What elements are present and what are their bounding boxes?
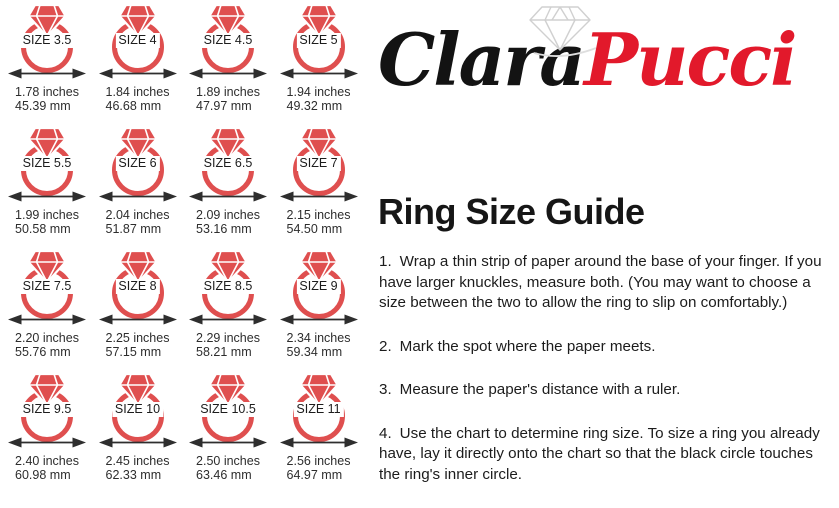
ring-measurements — [93, 86, 183, 115]
ring-size-label: SIZE 5 — [296, 33, 340, 48]
ring-size-label: SIZE 11 — [293, 402, 343, 417]
ring-inches-value: 2.29 inches — [196, 331, 260, 345]
ring-measurements — [183, 332, 273, 361]
ring-inches-value: 2.25 inches — [105, 331, 170, 345]
ring-mm-value: 60.98 mm — [15, 467, 71, 482]
brand-name-pucci: Pucci — [584, 17, 796, 102]
ring-size-label: SIZE 8.5 — [201, 279, 256, 294]
page-title: Ring Size Guide — [378, 191, 645, 232]
ring-mm-value: 58.21 mm — [196, 344, 252, 359]
ring-inches-value: 2.50 inches — [196, 454, 260, 468]
ring-measurements — [2, 209, 92, 238]
step-number: 2. — [379, 337, 392, 355]
ring-size-cell — [93, 373, 183, 491]
ring-size-cell — [93, 127, 183, 245]
ring-size-label: SIZE 8 — [115, 279, 159, 294]
ring-mm-value: 59.34 mm — [286, 344, 343, 359]
instruction-step-3 — [379, 380, 837, 401]
instruction-step-2 — [379, 337, 837, 358]
ring-mm-value: 55.76 mm — [15, 344, 71, 359]
ring-measurements — [2, 455, 92, 484]
step-text: Wrap a thin strip of paper around the base of your finger. If you have larger knuckles, measure both. (You may want to choose a size between the two to allow the ring to slip on comfortably.) — [379, 253, 822, 311]
ring-size-label: SIZE 5.5 — [20, 156, 75, 171]
step-number: 4. — [379, 424, 392, 442]
ring-size-cell — [2, 373, 92, 491]
ring-measurements — [183, 209, 273, 238]
ring-size-label: SIZE 6.5 — [201, 156, 256, 171]
ring-mm-value: 47.97 mm — [196, 98, 252, 113]
ring-size-label: SIZE 6 — [115, 156, 159, 171]
instructions-list — [379, 252, 837, 508]
ring-size-label: SIZE 3.5 — [20, 33, 75, 48]
ring-measurements — [93, 332, 183, 361]
ring-size-label: SIZE 9 — [296, 279, 340, 294]
ring-mm-value: 63.46 mm — [196, 467, 252, 482]
right-panel — [378, 0, 837, 501]
ring-size-cell — [274, 373, 364, 491]
ring-mm-value: 45.39 mm — [15, 98, 71, 113]
ring-measurements — [274, 209, 364, 238]
ring-measurements — [274, 455, 364, 484]
ring-size-cell — [274, 4, 364, 122]
ring-size-grid — [0, 0, 370, 501]
ring-measurements — [274, 332, 364, 361]
ring-measurements — [93, 209, 183, 238]
ring-measurements — [274, 86, 364, 115]
ring-size-cell — [183, 373, 273, 491]
ring-inches-value: 1.84 inches — [105, 85, 170, 99]
step-text: Mark the spot where the paper meets. — [399, 337, 656, 355]
ring-mm-value: 53.16 mm — [196, 221, 252, 236]
ring-inches-value: 1.89 inches — [196, 85, 260, 99]
ring-size-cell — [183, 250, 273, 368]
step-number: 1. — [379, 253, 392, 270]
ring-size-label: SIZE 7.5 — [20, 279, 75, 294]
brand-name-clara: Clara — [378, 17, 584, 102]
ring-inches-value: 2.09 inches — [196, 208, 260, 222]
ring-inches-value: 1.78 inches — [15, 85, 79, 99]
ring-mm-value: 51.87 mm — [105, 221, 162, 236]
step-text: Use the chart to determine ring size. To size a ring you already have, lay it directly onto the chart so that the black circle touches the ring's inner circle. — [379, 424, 820, 483]
ring-size-cell — [2, 250, 92, 368]
ring-size-label: SIZE 4 — [115, 33, 159, 48]
ring-measurements — [183, 455, 273, 484]
ring-size-label: SIZE 4.5 — [201, 33, 256, 48]
step-number: 3. — [379, 381, 392, 398]
ring-inches-value: 2.20 inches — [15, 331, 79, 345]
ring-mm-value: 62.33 mm — [105, 467, 162, 482]
instruction-step-4 — [379, 424, 837, 486]
ring-inches-value: 2.45 inches — [105, 454, 170, 468]
ring-size-cell — [274, 127, 364, 245]
ring-inches-value: 2.04 inches — [105, 208, 170, 222]
ring-size-cell — [2, 4, 92, 122]
ring-measurements — [93, 455, 183, 484]
ring-mm-value: 49.32 mm — [286, 98, 343, 113]
ring-size-label: SIZE 10 — [112, 402, 163, 417]
ring-size-label: SIZE 10.5 — [197, 402, 259, 417]
ring-inches-value: 2.15 inches — [286, 208, 351, 222]
ring-mm-value: 64.97 mm — [286, 467, 343, 482]
ring-measurements — [183, 86, 273, 115]
ring-size-cell — [274, 250, 364, 368]
ring-size-cell — [2, 127, 92, 245]
ring-size-label: SIZE 7 — [296, 156, 340, 171]
ring-mm-value: 54.50 mm — [286, 221, 343, 236]
ring-mm-value: 50.58 mm — [15, 221, 71, 236]
ring-inches-value: 2.40 inches — [15, 454, 79, 468]
ring-size-cell — [183, 127, 273, 245]
ring-size-cell — [93, 4, 183, 122]
ring-inches-value: 1.99 inches — [15, 208, 79, 222]
brand-logo — [378, 0, 837, 100]
ring-size-label: SIZE 9.5 — [20, 402, 75, 417]
ring-measurements — [2, 332, 92, 361]
step-text: Measure the paper's distance with a ruler. — [399, 381, 681, 398]
ring-inches-value: 2.34 inches — [286, 331, 351, 345]
ring-inches-value: 2.56 inches — [286, 454, 351, 468]
ring-size-cell — [93, 250, 183, 368]
instruction-step-1 — [379, 252, 837, 314]
ring-inches-value: 1.94 inches — [286, 85, 351, 99]
ring-size-cell — [183, 4, 273, 122]
ring-mm-value: 57.15 mm — [105, 344, 162, 359]
ring-mm-value: 46.68 mm — [105, 98, 162, 113]
ring-measurements — [2, 86, 92, 115]
